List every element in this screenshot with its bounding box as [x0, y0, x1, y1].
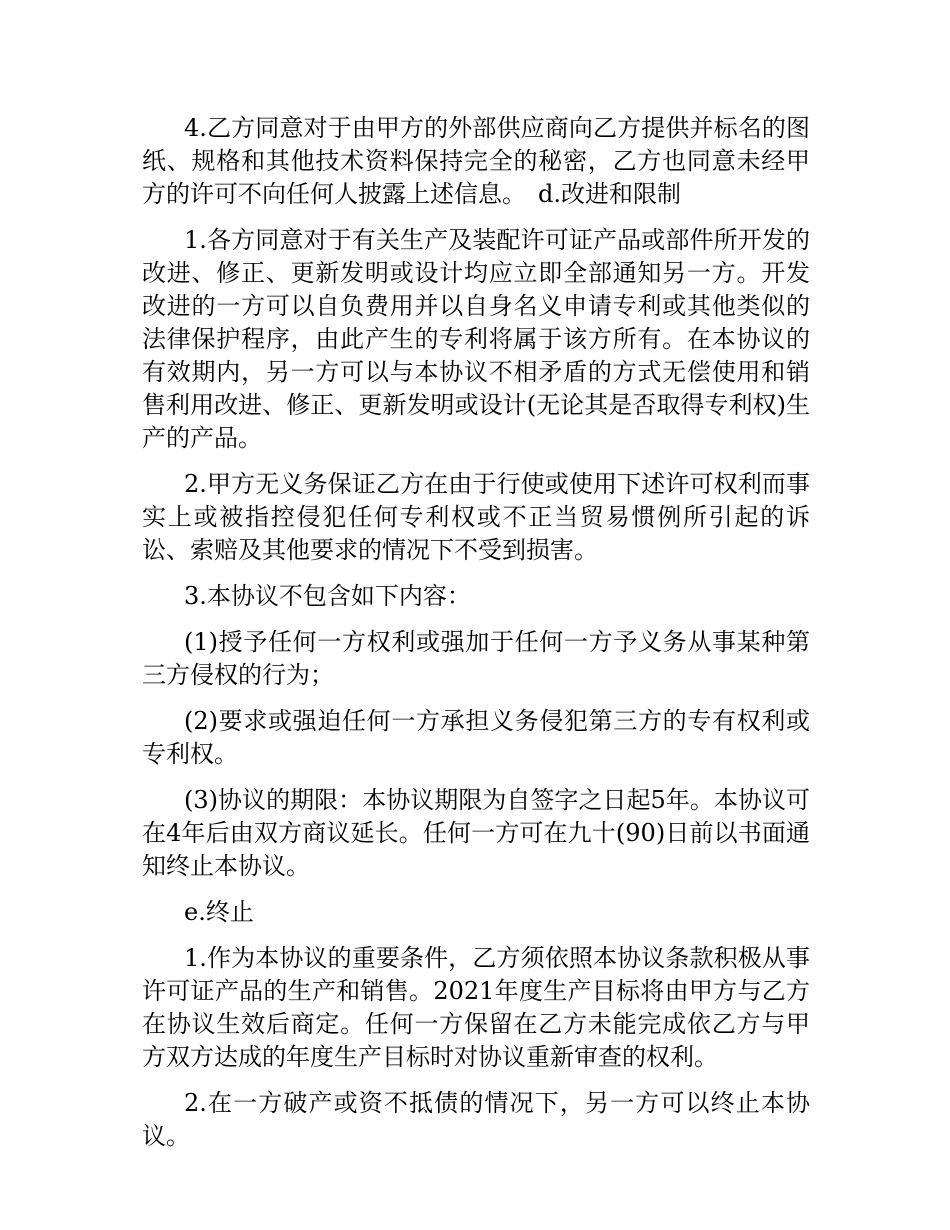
paragraph-exclusions-intro: 3.本协议不包含如下内容： — [184, 582, 471, 610]
paragraph-improvements: 1.各方同意对于有关生产及装配许可证产品或部件所开发的改进、修正、更新发明或设计均应立即全部通知另一方。开发改进的一方可以自负费用并以自身名义申请专利或其他类似的法律保护程序，由此产生的专利将属于该方所有。在本协议的有效期内，另一方可以与本协议不相矛盾的方式无偿使用和销售利用改进、修正、更新发明或设计(无论其是否取得专利权)生产的产品。 — [142, 226, 810, 452]
paragraph-term: (3)协议的期限：本协议期限为自签字之日起5年。本协议可在4年后由双方商议延长。任何一方可在九十(90)日前以书面通知终止本协议。 — [142, 786, 810, 880]
document-body — [142, 112, 810, 1153]
paragraph-confidentiality: 4.乙方同意对于由甲方的外部供应商向乙方提供并标名的图纸、规格和其他技术资料保持完全的秘密，乙方也同意未经甲方的许可不向任何人披露上述信息。 d.改进和限制 — [142, 114, 810, 208]
paragraph-exclusion-2: (2)要求或强迫任何一方承担义务侵犯第三方的专有权利或专利权。 — [142, 707, 810, 768]
paragraph-bankruptcy: 2.在一方破产或资不抵债的情况下，另一方可以终止本协议。 — [142, 1089, 810, 1150]
paragraph-no-warranty: 2.甲方无义务保证乙方在由于行使或使用下述许可权利而事实上或被指控侵犯任何专利权或不正当贸易惯例所引起的诉讼、索赔及其他要求的情况下不受到损害。 — [142, 470, 810, 564]
section-heading-termination: e.终止 — [184, 898, 254, 926]
paragraph-production-targets: 1.作为本协议的重要条件，乙方须依照本协议条款积极从事许可证产品的生产和销售。2021年度生产目标将由甲方与乙方在协议生效后商定。任何一方保留在乙方未能完成依乙方与甲方双方达成的年度生产目标时对协议重新审查的权利。 — [142, 944, 810, 1071]
paragraph-exclusion-1: (1)授予任何一方权利或强加于任何一方予义务从事某种第三方侵权的行为； — [142, 628, 810, 689]
